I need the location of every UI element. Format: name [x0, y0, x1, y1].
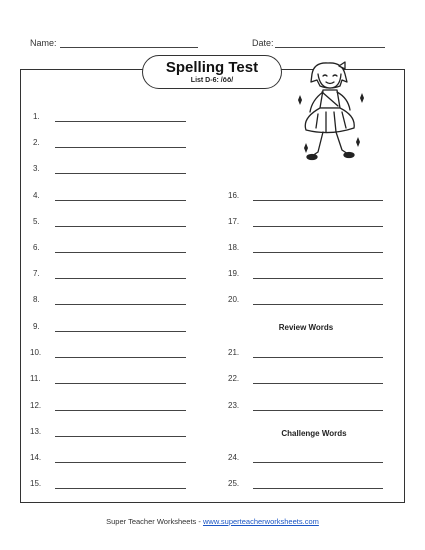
title-banner: [142, 55, 282, 89]
answer-line[interactable]: [55, 462, 186, 463]
footer-link[interactable]: www.superteacherworksheets.com: [202, 517, 319, 526]
item-number: 17.: [228, 217, 240, 226]
name-label: Name:: [30, 38, 57, 48]
footer-credit: Super Teacher Worksheets -: [106, 517, 203, 526]
item-number: 15.: [30, 479, 42, 488]
item-number: 5.: [33, 217, 40, 226]
answer-line[interactable]: [55, 147, 186, 148]
answer-line[interactable]: [55, 173, 186, 174]
date-label: Date:: [252, 38, 274, 48]
item-number: 20.: [228, 295, 240, 304]
list-subtitle: List D-6: /ōō/: [190, 77, 234, 84]
page-title: Spelling Test: [165, 59, 259, 76]
answer-line[interactable]: [253, 410, 383, 411]
cartoon-girl-dancing-icon: [290, 60, 370, 170]
item-number: 1.: [33, 112, 40, 121]
answer-line[interactable]: [55, 278, 186, 279]
answer-line[interactable]: [253, 304, 383, 305]
date-line[interactable]: [275, 47, 385, 48]
item-number: 6.: [33, 243, 40, 252]
item-number: 22.: [228, 374, 240, 383]
footer: [0, 517, 425, 526]
answer-line[interactable]: [253, 383, 383, 384]
name-line[interactable]: [60, 47, 198, 48]
answer-line[interactable]: [55, 304, 186, 305]
answer-line[interactable]: [55, 410, 186, 411]
item-number: 3.: [33, 164, 40, 173]
item-number: 7.: [33, 269, 40, 278]
item-number: 25.: [228, 479, 240, 488]
item-number: 13.: [30, 427, 42, 436]
item-number: 2.: [33, 138, 40, 147]
item-number: 12.: [30, 401, 42, 410]
answer-line[interactable]: [253, 488, 383, 489]
item-number: 18.: [228, 243, 240, 252]
answer-line[interactable]: [253, 226, 383, 227]
answer-line[interactable]: [55, 121, 186, 122]
item-number: 24.: [228, 453, 240, 462]
answer-line[interactable]: [55, 252, 186, 253]
review-words-heading: Review Words: [278, 323, 334, 332]
item-number: 16.: [228, 191, 240, 200]
answer-line[interactable]: [55, 331, 186, 332]
answer-line[interactable]: [55, 357, 186, 358]
item-number: 9.: [33, 322, 40, 331]
item-number: 19.: [228, 269, 240, 278]
answer-line[interactable]: [55, 488, 186, 489]
item-number: 4.: [33, 191, 40, 200]
item-number: 14.: [30, 453, 42, 462]
answer-line[interactable]: [55, 436, 186, 437]
answer-line[interactable]: [253, 462, 383, 463]
item-number: 8.: [33, 295, 40, 304]
answer-line[interactable]: [253, 278, 383, 279]
item-number: 23.: [228, 401, 240, 410]
answer-line[interactable]: [55, 226, 186, 227]
answer-line[interactable]: [253, 357, 383, 358]
answer-line[interactable]: [253, 252, 383, 253]
item-number: 11.: [30, 374, 41, 383]
item-number: 10.: [30, 348, 42, 357]
answer-line[interactable]: [55, 383, 186, 384]
answer-line[interactable]: [55, 200, 186, 201]
answer-line[interactable]: [253, 200, 383, 201]
item-number: 21.: [228, 348, 240, 357]
challenge-words-heading: Challenge Words: [281, 429, 347, 438]
